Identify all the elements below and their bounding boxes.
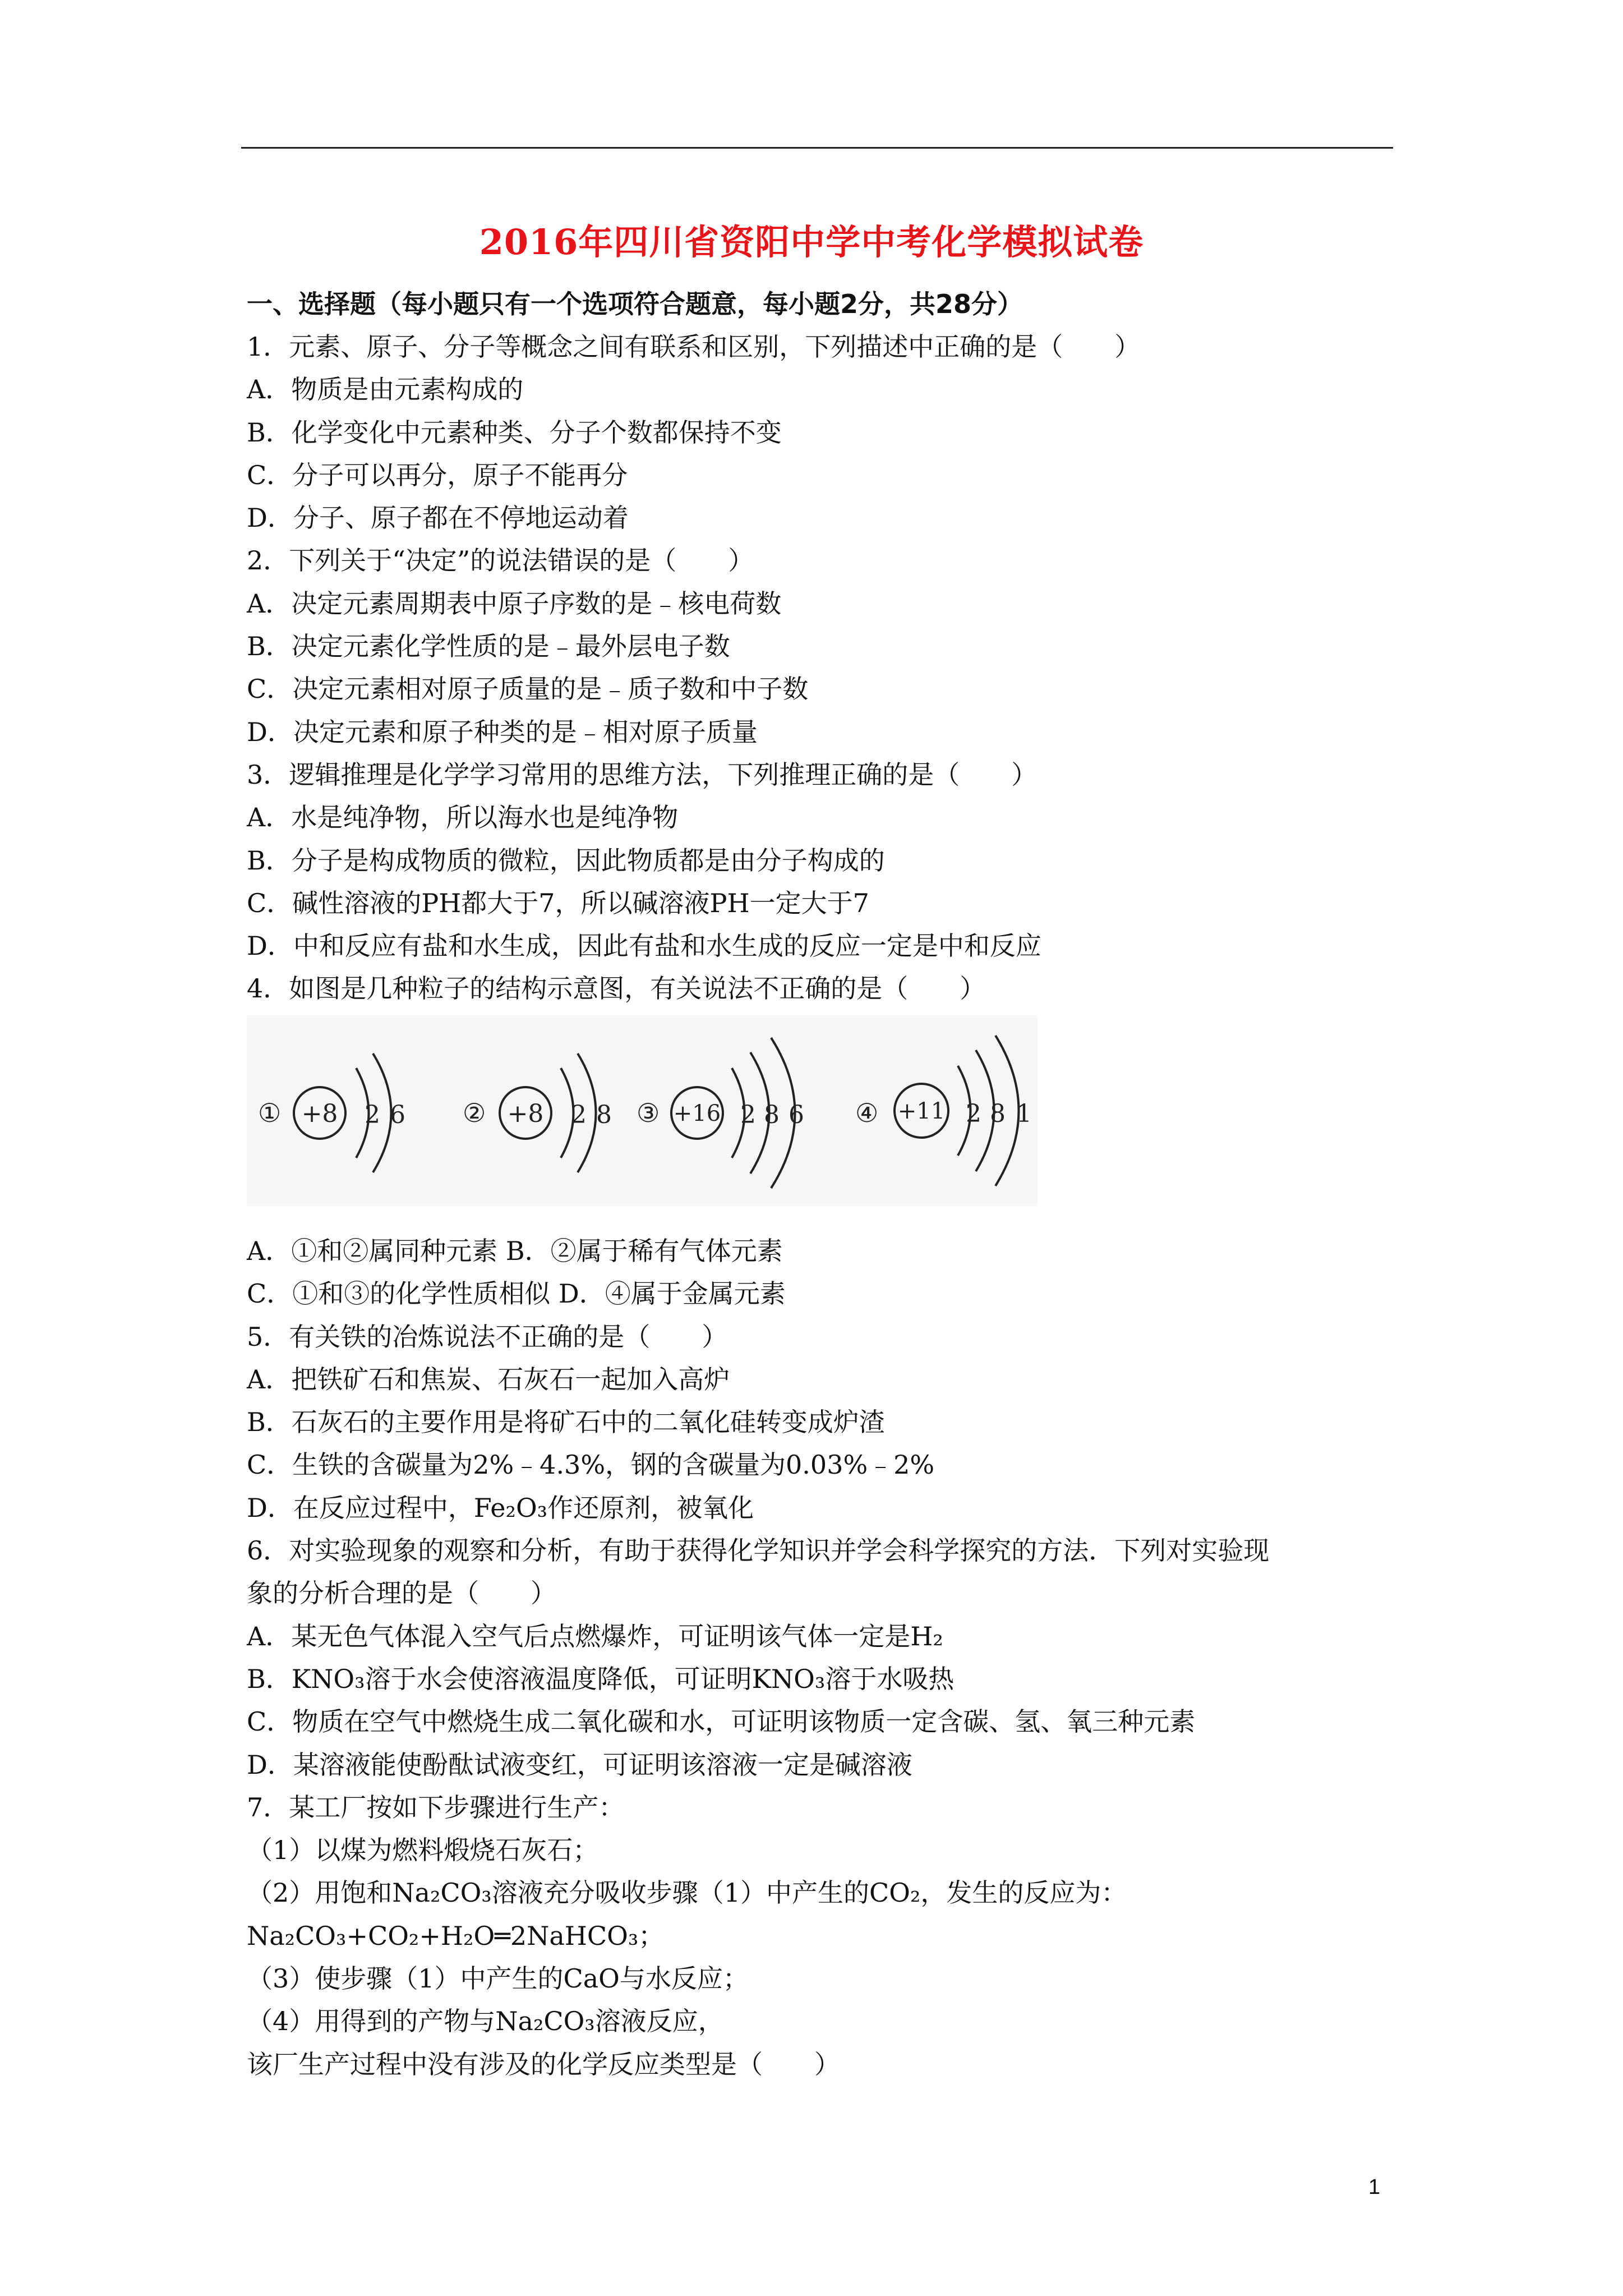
text-line: A．①和②属同种元素 B．②属于稀有气体元素 — [247, 1236, 783, 1266]
page-title: 2016年四川省资阳中学中考化学模拟试卷 — [479, 222, 1144, 263]
text-line: C．生铁的含碳量为2%﹣4.3%，钢的含碳量为0.03%﹣2% — [247, 1450, 935, 1480]
text-line: A．水是纯净物，所以海水也是纯净物 — [247, 802, 679, 833]
shell-count: 6 — [789, 1101, 804, 1129]
nucleus-charge: +8 — [301, 1099, 338, 1128]
nucleus-charge: +16 — [673, 1101, 721, 1126]
text-line: C．分子可以再分，原子不能再分 — [247, 459, 628, 490]
particle-label: ③ — [637, 1098, 660, 1128]
particle-label: ② — [463, 1098, 486, 1128]
atomic-structure-figure — [247, 1015, 1038, 1206]
text-line: C．①和③的化学性质相似 D．④属于金属元素 — [247, 1278, 786, 1309]
text-line: C．碱性溶液的PH都大于7，所以碱溶液PH一定大于7 — [247, 887, 869, 918]
text-line: 该厂生产过程中没有涉及的化学反应类型是（ ） — [247, 2049, 840, 2079]
text-line: D．决定元素和原子种类的是﹣相对原子质量 — [247, 716, 758, 747]
text-line: C．决定元素相对原子质量的是﹣质子数和中子数 — [247, 674, 809, 705]
particle-label: ④ — [855, 1098, 879, 1128]
shell-count: 2 — [365, 1101, 380, 1129]
section-heading: 一、选择题（每小题只有一个选项符合题意，每小题2分，共28分） — [247, 289, 1023, 319]
shell-count: 6 — [390, 1101, 405, 1129]
questions-block-1 — [247, 325, 1402, 1010]
particle-diagram-1 — [258, 1053, 405, 1172]
text-line: （2）用饱和Na₂CO₃溶液充分吸收步骤（1）中产生的CO₂，发生的反应为： — [247, 1878, 1127, 1908]
text-line: 4．如图是几种粒子的结构示意图，有关说法不正确的是（ ） — [247, 973, 986, 1004]
shell-count: 8 — [990, 1099, 1006, 1128]
text-line: 1．元素、原子、分子等概念之间有联系和区别，下列描述中正确的是（ ） — [247, 332, 1141, 362]
text-line: B．决定元素化学性质的是﹣最外层电子数 — [247, 631, 730, 662]
text-line: A．物质是由元素构成的 — [247, 374, 524, 405]
text-line: B．化学变化中元素种类、分子个数都保持不变 — [247, 417, 782, 448]
text-line: B．分子是构成物质的微粒，因此物质都是由分子构成的 — [247, 845, 885, 876]
text-line: D．某溶液能使酚酞试液变红，可证明该溶液一定是碱溶液 — [247, 1749, 912, 1780]
text-line: D．在反应过程中，Fe₂O₃作还原剂，被氧化 — [247, 1492, 754, 1523]
text-line: Na₂CO₃+CO₂+H₂O═2NaHCO₃； — [247, 1920, 665, 1951]
text-line: （4）用得到的产物与Na₂CO₃溶液反应， — [247, 2006, 724, 2037]
particle-diagram-3 — [637, 1038, 804, 1188]
particle-diagram-2 — [463, 1053, 612, 1172]
text-line: A．决定元素周期表中原子序数的是﹣核电荷数 — [247, 588, 782, 619]
shell-count: 8 — [596, 1101, 612, 1129]
shell-count: 2 — [740, 1101, 756, 1129]
text-line: A．某无色气体混入空气后点燃爆炸，可证明该气体一定是H₂ — [247, 1621, 943, 1651]
text-line: B．石灰石的主要作用是将矿石中的二氧化硅转变成炉渣 — [247, 1407, 885, 1438]
questions-block-2 — [247, 1230, 1402, 2086]
text-line: A．把铁矿石和焦炭、石灰石一起加入高炉 — [247, 1364, 730, 1395]
particle-label: ① — [258, 1098, 282, 1128]
header-rule — [241, 147, 1393, 149]
shell-count: 2 — [966, 1099, 981, 1128]
text-line: （3）使步骤（1）中产生的CaO与水反应； — [247, 1963, 749, 1994]
nucleus-charge: +11 — [897, 1098, 946, 1124]
text-line: （1）以煤为燃料煅烧石灰石； — [247, 1835, 599, 1866]
text-line: C．物质在空气中燃烧生成二氧化碳和水，可证明该物质一定含碳、氢、氧三种元素 — [247, 1706, 1196, 1737]
page-number: 1 — [1368, 2175, 1381, 2199]
text-line: D．分子、原子都在不停地运动着 — [247, 503, 629, 533]
shell-count: 8 — [764, 1101, 780, 1129]
text-line: B．KNO₃溶于水会使溶液温度降低，可证明KNO₃溶于水吸热 — [247, 1663, 955, 1694]
text-line: 5．有关铁的冶炼说法不正确的是（ ） — [247, 1321, 728, 1352]
shell-count: 2 — [571, 1101, 587, 1129]
text-line: 2．下列关于“决定”的说法错误的是（ ） — [247, 545, 754, 576]
particle-diagram-4 — [855, 1036, 1032, 1186]
nucleus-charge: +8 — [507, 1099, 544, 1128]
text-line: D．中和反应有盐和水生成，因此有盐和水生成的反应一定是中和反应 — [247, 931, 1041, 961]
text-line: 象的分析合理的是（ ） — [247, 1578, 556, 1609]
text-line: 6．对实验现象的观察和分析，有助于获得化学知识并学会科学探究的方法．下列对实验现 — [247, 1535, 1270, 1566]
text-line: 7．某工厂按如下步骤进行生产： — [247, 1792, 625, 1823]
text-line: 3．逻辑推理是化学学习常用的思维方法，下列推理正确的是（ ） — [247, 759, 1038, 790]
shell-count: 1 — [1016, 1099, 1032, 1128]
